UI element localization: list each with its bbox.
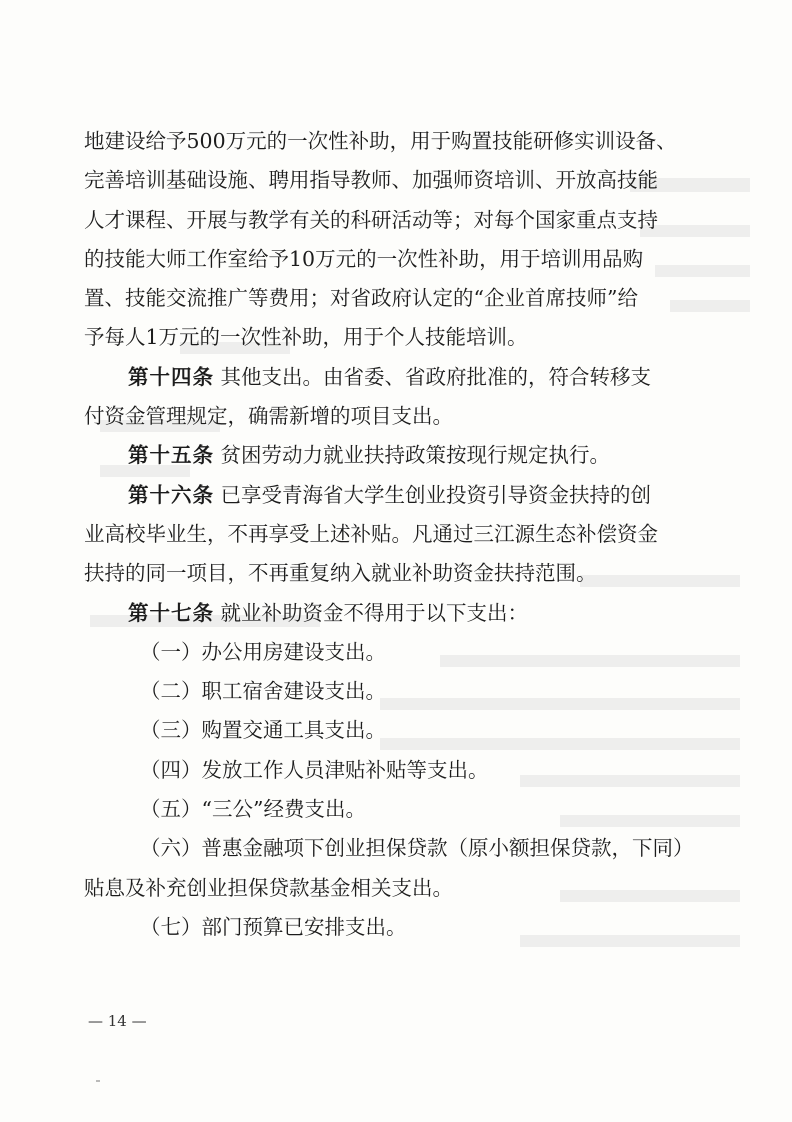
document-body xyxy=(84,122,724,947)
article-heading: 第十七条 xyxy=(128,600,214,625)
list-item: （六）普惠金融项下创业担保贷款（原小额担保贷款，下同） xyxy=(140,836,694,861)
paragraph-skills-subsidy xyxy=(84,122,724,358)
text-line: 置、技能交流推广等费用；对省政府认定的“企业首席技师”给 xyxy=(84,286,638,311)
text-line: 其他支出。由省委、省政府批准的，符合转移支 xyxy=(220,364,652,389)
text-line: 的技能大师工作室给予10万元的一次性补助，用于培训用品购 xyxy=(84,246,644,271)
article-heading: 第十五条 xyxy=(128,443,214,468)
text-line: 予每人1万元的一次性补助，用于个人技能培训。 xyxy=(84,325,528,350)
text-line: 付资金管理规定，确需新增的项目支出。 xyxy=(84,404,453,429)
list-item: （四）发放工作人员津贴补贴等支出。 xyxy=(140,757,489,782)
text-line: 地建设给予500万元的一次性补助，用于购置技能研修实训设备、 xyxy=(84,129,677,153)
article-heading: 第十四条 xyxy=(128,364,214,389)
text-line: 业高校毕业生，不再享受上述补贴。凡通过三江源生态补偿资金 xyxy=(84,521,658,546)
article-15 xyxy=(84,436,724,475)
text-line: 扶持的同一项目，不再重复纳入就业补助资金扶持范围。 xyxy=(84,561,597,586)
article-14 xyxy=(84,358,724,437)
text-line: 完善培训基础设施、聘用指导教师、加强师资培训、开放高技能 xyxy=(84,168,658,193)
article-16 xyxy=(84,476,724,594)
list-item-continuation: 贴息及补充创业担保贷款基金相关支出。 xyxy=(84,875,453,900)
list-item: （三）购置交通工具支出。 xyxy=(140,718,386,743)
scan-speck xyxy=(96,1080,100,1082)
text-line: 贫困劳动力就业扶持政策按现行规定执行。 xyxy=(220,443,611,468)
article-heading: 第十六条 xyxy=(128,482,214,507)
list-item: （七）部门预算已安排支出。 xyxy=(140,914,407,939)
list-item: （五）“三公”经费支出。 xyxy=(140,797,366,822)
article-17 xyxy=(84,594,724,948)
list-item: （二）职工宿舍建设支出。 xyxy=(140,679,386,704)
text-line: 人才课程、开展与教学有关的科研活动等；对每个国家重点支持 xyxy=(84,207,658,232)
page-number: — 14 — xyxy=(88,1012,147,1030)
text-line: 已享受青海省大学生创业投资引导资金扶持的创 xyxy=(220,482,652,507)
text-line: 就业补助资金不得用于以下支出： xyxy=(220,600,529,625)
list-item: （一）办公用房建设支出。 xyxy=(140,639,386,664)
